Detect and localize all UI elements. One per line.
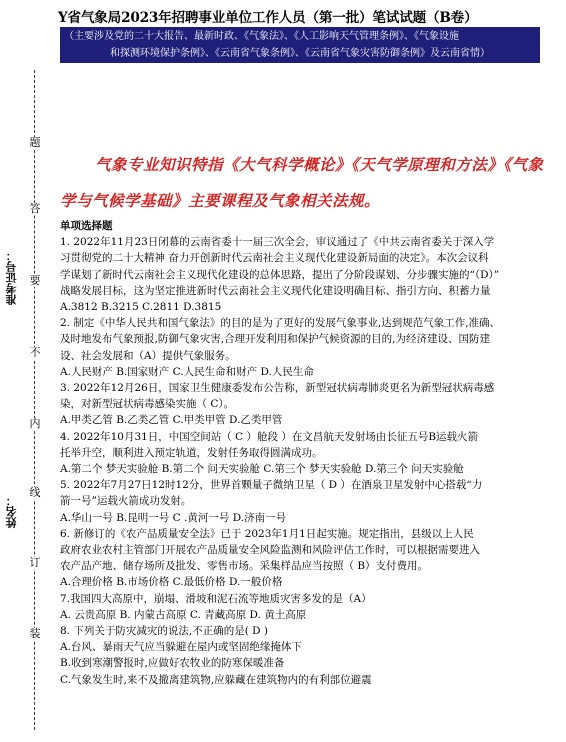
question-line: A.人民财产 B.国家财产 C.人民生命和财产 D.人民生命 bbox=[60, 365, 314, 378]
seal-char: 不 bbox=[29, 346, 41, 359]
question-line: A.合理价格 B.市场价格 C.最低价格 D.一般价格 bbox=[60, 576, 283, 589]
question-line: 设、社会发展和（A）提供气象服务。 bbox=[60, 349, 236, 362]
name-label: 姓名： bbox=[5, 495, 18, 528]
question-line: 染，对新型冠状病毒感染实施（ C）。 bbox=[60, 398, 235, 411]
question-line: 5. 2022年7月27日12时12分，世界首颗量子微纳卫星（ D ）在酒泉卫星发射中心搭载“力 bbox=[60, 479, 483, 492]
banner-line-2: 和探测环境保护条例》、《云南省气象条例》、《云南省气象灾害防御条例》及云南省情） bbox=[110, 48, 490, 59]
question-line: 政府农业农村主管部门开展农产品质量安全风险监测和风险评估工作时，可以根据需要进入 bbox=[60, 544, 480, 557]
question-line: 3. 2022年12月26日，国家卫生健康委发布公告称，新型冠状病毒肺炎更名为新型冠状病毒感 bbox=[60, 382, 495, 395]
question-body bbox=[60, 218, 556, 688]
question-line: 习贯彻党的二十大精神 奋力开创新时代云南社会主义现代化建设新局面的决定》。本次会议科 bbox=[60, 252, 489, 265]
question-line: A.甲类乙管 B.乙类乙管 C.甲类甲管 D.乙类甲管 bbox=[60, 414, 283, 427]
question-line: 1. 2022年11月23日闭幕的云南省委十一届三次全会，审议通过了《中共云南省委关于深入学 bbox=[60, 236, 495, 249]
question-line: 学谋划了新时代云南社会主义现代化建设的总体思路，提出了分阶段谋划、分步骤实施的“（D）” bbox=[60, 268, 500, 281]
banner-line-1: （主要涉及党的二十大报告、最新时政、《气象法》、《人工影响天气管理条例》、《气象设施 bbox=[64, 31, 459, 42]
question-line: 农产品产地、储存场所及批发、零售市场。采集样品应当按照（ B）支付费用。 bbox=[60, 560, 429, 573]
scope-banner bbox=[60, 27, 540, 63]
seal-char: 要 bbox=[29, 274, 41, 287]
question-line: C.气象发生时,来不及撤离建筑物,应躲藏在建筑物内的有利部位避震 bbox=[60, 673, 372, 686]
question-lines bbox=[60, 234, 556, 688]
seal-char: 题 bbox=[29, 136, 41, 149]
question-line: 箭一号”运载火箭成功发射。 bbox=[60, 495, 192, 508]
question-line: 战略发展目标，这为坚定推进新时代云南社会主义现代化建设明确目标、指引方向、积蓄力量 bbox=[60, 284, 491, 297]
question-line: 7.我国四大高原中，崩塌、滑坡和泥石流等地质灾害多发的是（A） bbox=[60, 592, 372, 605]
seal-char: 内 bbox=[29, 417, 41, 430]
question-line: A.华山一号 B.昆明一号 C .黄河一号 D.济南一号 bbox=[60, 511, 287, 524]
question-line: A.第二个 梦天实验舱 B.第二个 问天实验舱 C.第三个 梦天实验舱 D.第三个 问天实验舱 bbox=[60, 463, 464, 476]
section-title: 单项选择题 bbox=[60, 220, 113, 232]
question-line: 及时地发布气象预报,防御气象灾害,合理开发利用和保护气候资源的目的,为经济建设、国防建 bbox=[60, 333, 491, 346]
exam-title: Y省气象局2023年招聘事业单位工作人员（第一批）笔试试题（B卷） bbox=[58, 10, 478, 26]
question-line: A.台风、暴雨天气应当躲避在屋内或坚固绝缘掩体下 bbox=[60, 641, 302, 654]
question-line: B.收到寒潮警报时,应做好农牧业的防寒保暖准备 bbox=[60, 657, 285, 670]
ticket-number-label: 准考证号： bbox=[5, 250, 18, 305]
question-line: 托举升空，顺利进入预定轨道，发射任务取得圆满成功。 bbox=[60, 446, 323, 459]
question-line: A. 云贵高原 B. 内蒙古高原 C. 青藏高原 D. 黄土高原 bbox=[60, 608, 307, 621]
intro-line-2: 学与气候学基础》主要课程及气象相关法规。 bbox=[60, 191, 381, 210]
question-line: 4. 2022年10月31日，中国空间站（ C ）舱段 ）在文昌航天发射场由长征五号B运载火箭 bbox=[60, 430, 479, 443]
intro-line-1: 气象专业知识特指《大气科学概论》《天气学原理和方法》《气象 bbox=[95, 155, 544, 174]
seal-char: 订 bbox=[29, 556, 41, 569]
question-line: 6. 新修订的《农产品质量安全法》已于 2023年1月1日起实施。规定指出，县级以上人民 bbox=[60, 527, 474, 540]
question-line: A.3812 B.3215 C.2811 D.3815 bbox=[60, 301, 222, 314]
seal-char: 线 bbox=[29, 486, 41, 499]
seal-char: 装 bbox=[29, 627, 41, 640]
question-line: 8. 下列关于防灾减灾的说法,不正确的是( D ) bbox=[60, 625, 268, 638]
seal-char: 答 bbox=[29, 202, 41, 215]
question-line: 2. 制定《中华人民共和国气象法》的目的是为了更好的发展气象事业,达到规范气象工作,准确、 bbox=[60, 317, 501, 330]
